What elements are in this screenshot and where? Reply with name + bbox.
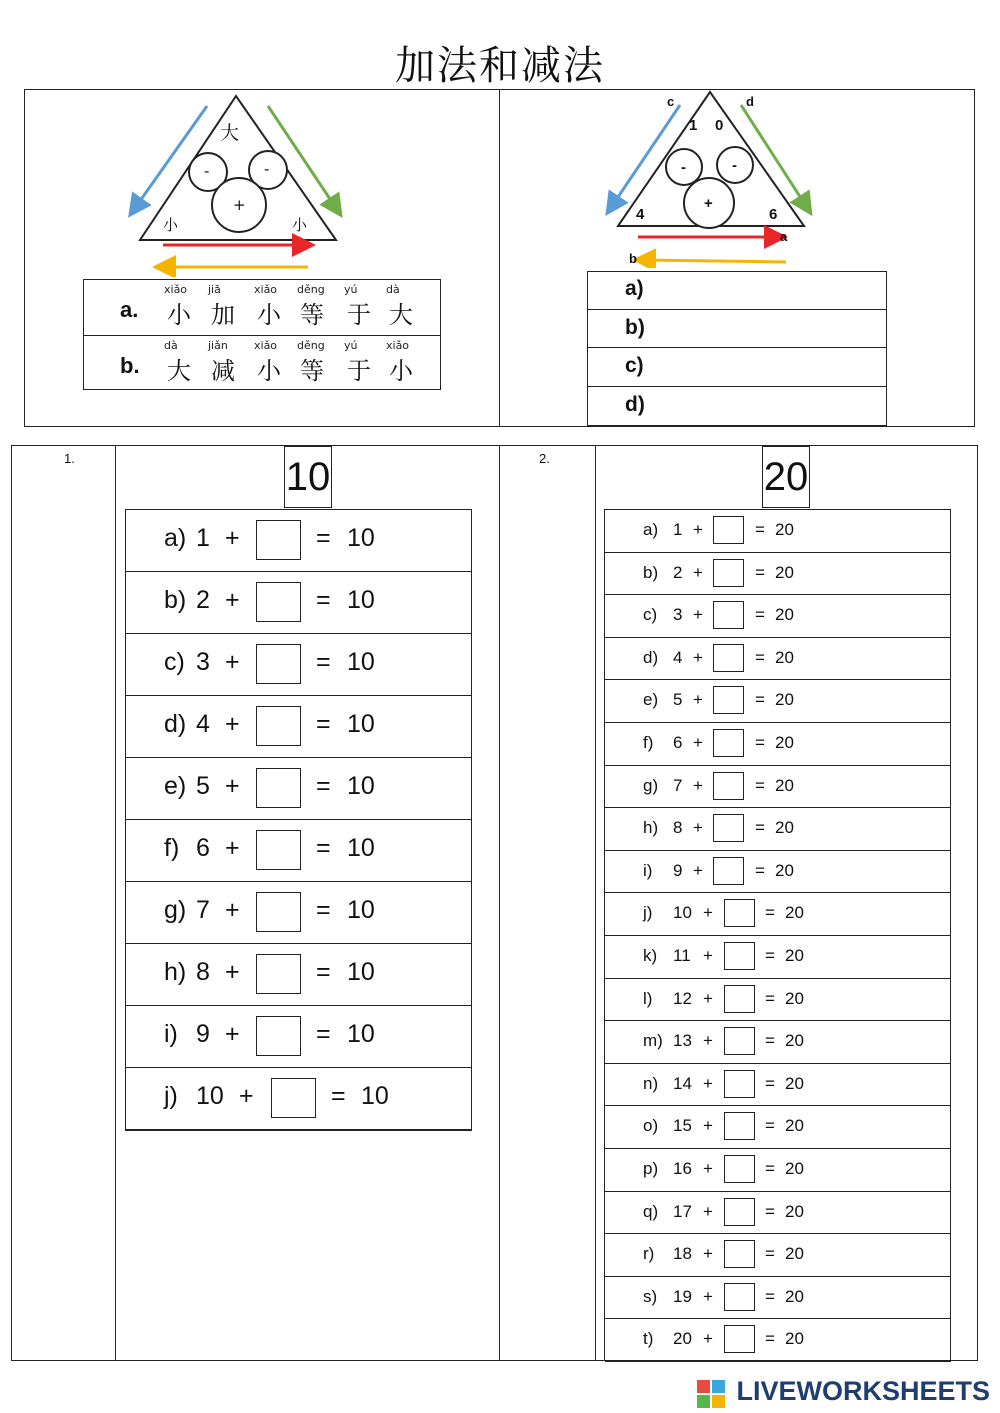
pinyin-syllable: xiǎo — [386, 339, 410, 352]
answer-box[interactable] — [256, 892, 301, 932]
equation-row — [126, 1068, 472, 1130]
plus-sign: + — [225, 586, 240, 614]
equals-sign: = — [316, 834, 331, 862]
equation-row — [605, 1106, 951, 1149]
answer-box[interactable] — [256, 954, 301, 994]
equation-addend: 16 — [673, 1159, 692, 1178]
equation-total: 20 — [775, 733, 794, 752]
equation-total: 20 — [785, 946, 804, 965]
answer-box[interactable] — [713, 644, 744, 672]
pinyin-syllable: xiǎo — [254, 339, 278, 352]
equation-row — [126, 820, 472, 882]
equals-sign: = — [316, 1020, 331, 1048]
equals-sign: = — [765, 1159, 775, 1178]
hanzi-character: 等 — [300, 357, 324, 385]
equals-sign: = — [765, 1116, 775, 1136]
equals-sign: = — [755, 605, 765, 625]
answer-box[interactable] — [724, 1112, 755, 1140]
equals-sign: = — [755, 775, 765, 795]
equals-sign: = — [765, 1244, 775, 1264]
equation-addend: 14 — [673, 1073, 692, 1093]
answer-box[interactable] — [256, 706, 301, 746]
equation-total: 10 — [347, 648, 375, 676]
plus-sign: + — [703, 1116, 713, 1136]
plus-sign: + — [703, 1031, 713, 1051]
equation-addend: 2 — [673, 562, 683, 582]
equation-total: 10 — [347, 524, 375, 552]
q-column-divider — [499, 445, 500, 1361]
equals-sign: = — [765, 1031, 775, 1051]
answer-box[interactable] — [713, 772, 744, 800]
plus-sign: + — [225, 896, 240, 924]
equals-sign: = — [316, 586, 331, 614]
equation-label: d) — [164, 710, 187, 738]
equation-label: o) — [643, 1116, 659, 1136]
arrow-label-a: a — [780, 229, 788, 244]
answer-box[interactable] — [713, 601, 744, 629]
equation-total: 20 — [775, 520, 794, 539]
equation-total: 20 — [785, 903, 804, 923]
equation-addend: 3 — [196, 648, 210, 676]
plus-sign: + — [693, 562, 703, 582]
page-title: 加法和减法 — [395, 43, 605, 89]
answer-box[interactable] — [724, 1027, 755, 1055]
equation-addend: 5 — [673, 690, 683, 710]
answer-box[interactable] — [724, 942, 755, 970]
hanzi-character: 等 — [300, 301, 324, 329]
rule-row-label: a. — [120, 297, 139, 322]
equation-label: f) — [164, 834, 180, 862]
equals-sign: = — [316, 710, 331, 738]
answer-box[interactable] — [256, 520, 301, 560]
example-answer-row[interactable] — [587, 310, 887, 349]
pinyin-syllable: xiǎo — [254, 283, 278, 296]
plus-sign: + — [225, 1020, 240, 1048]
hanzi-character: 于 — [347, 301, 371, 329]
plus-sign: + — [703, 988, 713, 1008]
hanzi-character: 小 — [257, 301, 281, 329]
plus-sign: + — [225, 772, 240, 800]
equation-label: c) — [164, 648, 185, 676]
equation-addend: 1 — [673, 520, 683, 539]
equation-total: 20 — [775, 647, 794, 667]
equation-total: 20 — [785, 1329, 804, 1349]
triangle-left-number: 4 — [636, 206, 645, 223]
pinyin-syllable: jiǎn — [208, 339, 228, 352]
equation-row — [605, 1149, 951, 1192]
plus-sign: + — [703, 1286, 713, 1306]
hanzi-character: 大 — [167, 357, 191, 385]
equation-addend: 19 — [673, 1286, 692, 1306]
equation-addend: 10 — [673, 903, 692, 923]
equation-row — [605, 1319, 951, 1362]
answer-box[interactable] — [256, 768, 301, 808]
equation-label: b) — [643, 562, 659, 582]
equals-sign: = — [755, 818, 765, 838]
equals-sign: = — [765, 1286, 775, 1306]
plus-sign: + — [239, 1082, 254, 1110]
circle-bottom-sign: + — [704, 195, 713, 212]
equation-total: 10 — [347, 772, 375, 800]
triangle-top-label: 大 — [220, 122, 240, 144]
example-answer-row[interactable] — [587, 348, 887, 387]
hanzi-character: 大 — [389, 301, 413, 329]
equation-label: n) — [643, 1073, 659, 1093]
equation-addend: 6 — [673, 733, 683, 752]
plus-sign: + — [693, 775, 703, 795]
pinyin-syllable: jiā — [208, 283, 221, 296]
triangle-right-label: 小 — [292, 216, 308, 234]
equation-row — [126, 944, 472, 1006]
equation-total: 20 — [785, 988, 804, 1008]
equation-total: 10 — [347, 710, 375, 738]
equation-addend: 2 — [196, 586, 210, 614]
triangle-top-left-digit: 1 — [689, 117, 698, 134]
circle-right-sign: - — [264, 160, 270, 178]
equals-sign: = — [755, 860, 765, 880]
equation-row — [605, 680, 951, 723]
plus-sign: + — [693, 690, 703, 710]
liveworksheets-logo-icon — [697, 1380, 725, 1408]
pinyin-syllable: xiǎo — [164, 283, 188, 296]
pinyin-syllable: yú — [344, 283, 358, 296]
equation-row — [605, 766, 951, 809]
pinyin-syllable: yú — [344, 339, 358, 352]
hanzi-character: 小 — [167, 301, 191, 329]
equation-addend: 8 — [196, 958, 210, 986]
circle-left-sign: - — [204, 162, 210, 180]
equation-label: l) — [643, 988, 653, 1008]
plus-sign: + — [703, 1244, 713, 1264]
equation-label: f) — [643, 733, 654, 752]
intro-divider — [499, 89, 500, 427]
equation-row — [605, 808, 951, 851]
answer-box[interactable] — [256, 644, 301, 684]
equation-addend: 11 — [673, 946, 691, 965]
answer-box[interactable] — [724, 1070, 755, 1098]
equation-label: h) — [643, 818, 659, 838]
equation-label: j) — [164, 1082, 178, 1110]
question-2-table — [604, 509, 951, 1361]
equation-label: c) — [643, 605, 658, 625]
equation-label: a) — [164, 524, 187, 552]
plus-sign: + — [703, 1329, 713, 1349]
plus-sign: + — [693, 818, 703, 838]
equation-addend: 7 — [673, 775, 683, 795]
plus-sign: + — [225, 524, 240, 552]
q1-number-column-divider — [115, 445, 116, 1361]
arrow-label-c: c — [667, 94, 675, 109]
triangle-left-label: 小 — [163, 216, 179, 234]
equation-row — [605, 723, 951, 766]
hanzi-character: 减 — [211, 357, 235, 385]
equation-label: a) — [643, 520, 659, 539]
equation-addend: 18 — [673, 1244, 692, 1264]
equation-addend: 6 — [196, 834, 210, 862]
equation-total: 20 — [785, 1159, 804, 1178]
equation-addend: 13 — [673, 1031, 692, 1051]
circle-bottom-sign: + — [233, 196, 246, 214]
equation-row — [605, 553, 951, 596]
equation-row — [605, 1277, 951, 1320]
equation-addend: 8 — [673, 818, 683, 838]
rule-row-label: b. — [120, 353, 140, 378]
answer-box[interactable] — [713, 814, 744, 842]
plus-sign: + — [225, 648, 240, 676]
pinyin-syllable: dà — [164, 339, 178, 352]
pinyin-syllable: děng — [297, 339, 325, 352]
triangle-diagram-example — [598, 88, 828, 268]
equation-label: p) — [643, 1159, 659, 1178]
answer-box[interactable] — [724, 1325, 755, 1353]
equals-sign: = — [331, 1082, 346, 1110]
equation-row — [126, 510, 472, 572]
plus-sign: + — [225, 710, 240, 738]
circle-right-sign: - — [732, 157, 737, 174]
equation-total: 20 — [775, 860, 794, 880]
equation-label: h) — [164, 958, 187, 986]
plus-sign: + — [703, 1159, 713, 1178]
triangle-right-number: 6 — [769, 206, 778, 223]
answer-box[interactable] — [713, 559, 744, 587]
equation-addend: 9 — [196, 1020, 210, 1048]
answer-box[interactable] — [724, 1283, 755, 1311]
equation-row — [605, 1064, 951, 1107]
hanzi-character: 小 — [389, 357, 413, 385]
plus-sign: + — [225, 834, 240, 862]
plus-sign: + — [693, 733, 703, 752]
pinyin-syllable: děng — [297, 283, 325, 296]
equation-row — [605, 1192, 951, 1235]
equation-row — [126, 634, 472, 696]
equation-total: 20 — [785, 1031, 804, 1051]
equation-row — [605, 638, 951, 681]
equation-row — [126, 696, 472, 758]
equation-label: m) — [643, 1031, 663, 1051]
pinyin-syllable: dà — [386, 283, 400, 296]
example-answer-label: b) — [625, 315, 645, 339]
equation-total: 10 — [347, 896, 375, 924]
equation-label: s) — [643, 1286, 658, 1306]
example-answer-row[interactable] — [587, 271, 887, 310]
triangle-top-right-digit: 0 — [715, 117, 724, 134]
equation-label: i) — [164, 1020, 178, 1048]
answer-box[interactable] — [713, 686, 744, 714]
equals-sign: = — [755, 647, 765, 667]
equation-total: 10 — [347, 834, 375, 862]
equation-row — [605, 595, 951, 638]
equation-label: g) — [164, 896, 187, 924]
plus-sign: + — [693, 860, 703, 880]
equation-total: 20 — [785, 1201, 804, 1221]
equals-sign: = — [755, 520, 765, 539]
equals-sign: = — [765, 903, 775, 923]
equals-sign: = — [765, 1201, 775, 1221]
answer-box[interactable] — [724, 1240, 755, 1268]
equals-sign: = — [765, 946, 775, 965]
equation-total: 20 — [775, 690, 794, 710]
equation-total: 20 — [785, 1244, 804, 1264]
answer-box[interactable] — [724, 985, 755, 1013]
question-2-number: 2. — [539, 451, 550, 466]
example-answer-row[interactable] — [587, 387, 887, 426]
equation-label: b) — [164, 586, 187, 614]
equation-label: j) — [643, 903, 653, 923]
hanzi-character: 加 — [211, 301, 235, 329]
arrow-label-d: d — [746, 94, 754, 109]
equation-total: 20 — [785, 1116, 804, 1136]
plus-sign: + — [693, 520, 703, 539]
equals-sign: = — [316, 772, 331, 800]
answer-box[interactable] — [256, 830, 301, 870]
equation-total: 10 — [347, 1020, 375, 1048]
plus-sign: + — [703, 903, 713, 923]
plus-sign: + — [703, 946, 713, 965]
answer-box[interactable] — [713, 729, 744, 757]
equation-row — [605, 1234, 951, 1277]
circle-left-sign: - — [681, 159, 686, 176]
equation-total: 10 — [347, 958, 375, 986]
equation-addend: 9 — [673, 860, 683, 880]
equation-row — [605, 851, 951, 894]
question-1-table — [125, 509, 472, 1131]
equals-sign: = — [755, 562, 765, 582]
equation-total: 20 — [785, 1073, 804, 1093]
equals-sign: = — [316, 648, 331, 676]
equation-row — [605, 893, 951, 936]
equation-total: 20 — [775, 818, 794, 838]
equation-row — [126, 572, 472, 634]
equation-label: d) — [643, 647, 659, 667]
question-1-number: 1. — [64, 451, 75, 466]
answer-box[interactable] — [713, 857, 744, 885]
equation-row — [605, 1021, 951, 1064]
equation-row — [126, 882, 472, 944]
equation-label: g) — [643, 775, 659, 795]
equals-sign: = — [755, 690, 765, 710]
equals-sign: = — [765, 1329, 775, 1349]
equation-addend: 7 — [196, 896, 210, 924]
equation-addend: 4 — [196, 710, 210, 738]
answer-box[interactable] — [724, 899, 755, 927]
example-answer-label: a) — [625, 277, 644, 300]
answer-box[interactable] — [724, 1155, 755, 1183]
equation-row — [605, 936, 951, 979]
equation-total: 20 — [785, 1286, 804, 1306]
plus-sign: + — [693, 605, 703, 625]
answer-box[interactable] — [724, 1198, 755, 1226]
arrow-yellow — [644, 260, 786, 262]
equals-sign: = — [316, 524, 331, 552]
equals-sign: = — [316, 958, 331, 986]
equation-addend: 5 — [196, 772, 210, 800]
equation-row — [126, 1006, 472, 1068]
hanzi-character: 小 — [257, 357, 281, 385]
equation-total: 20 — [775, 562, 794, 582]
equation-row — [605, 510, 951, 553]
equation-label: q) — [643, 1201, 659, 1221]
equation-total: 10 — [361, 1082, 389, 1110]
plus-sign: + — [703, 1201, 713, 1221]
equation-row — [126, 758, 472, 820]
equals-sign: = — [765, 988, 775, 1008]
equation-addend: 15 — [673, 1116, 692, 1136]
equation-addend: 10 — [196, 1082, 224, 1110]
plus-sign: + — [693, 647, 703, 667]
equation-label: k) — [643, 946, 658, 965]
equation-label: i) — [643, 860, 653, 880]
equation-addend: 1 — [196, 524, 210, 552]
example-answer-label: d) — [625, 392, 645, 416]
equation-label: e) — [643, 690, 659, 710]
question-2-target: 20 — [762, 446, 810, 508]
equation-addend: 20 — [673, 1329, 692, 1349]
equation-addend: 12 — [673, 988, 692, 1008]
equation-total: 10 — [347, 586, 375, 614]
answer-box[interactable] — [256, 1016, 301, 1056]
plus-sign: + — [225, 958, 240, 986]
equals-sign: = — [755, 733, 765, 752]
answer-box[interactable] — [713, 516, 744, 544]
hanzi-character: 于 — [347, 357, 371, 385]
equals-sign: = — [316, 896, 331, 924]
q2-number-column-divider — [595, 445, 596, 1361]
equation-row — [605, 979, 951, 1022]
equation-addend: 3 — [673, 605, 683, 625]
equation-label: t) — [643, 1329, 654, 1349]
equation-label: r) — [643, 1244, 655, 1264]
equation-addend: 17 — [673, 1201, 692, 1221]
equals-sign: = — [765, 1073, 775, 1093]
rule-table-divider — [83, 335, 441, 336]
plus-sign: + — [703, 1073, 713, 1093]
answer-box[interactable] — [271, 1078, 316, 1118]
question-1-target: 10 — [284, 446, 332, 508]
equation-addend: 4 — [673, 647, 683, 667]
equation-total: 20 — [775, 605, 794, 625]
equation-label: e) — [164, 772, 187, 800]
answer-box[interactable] — [256, 582, 301, 622]
equation-total: 20 — [775, 775, 794, 795]
example-answer-label: c) — [625, 354, 644, 377]
arrow-label-b: b — [629, 251, 637, 266]
liveworksheets-brand: LIVEWORKSHEETS — [736, 1376, 990, 1406]
triangle-diagram-general — [120, 92, 360, 277]
